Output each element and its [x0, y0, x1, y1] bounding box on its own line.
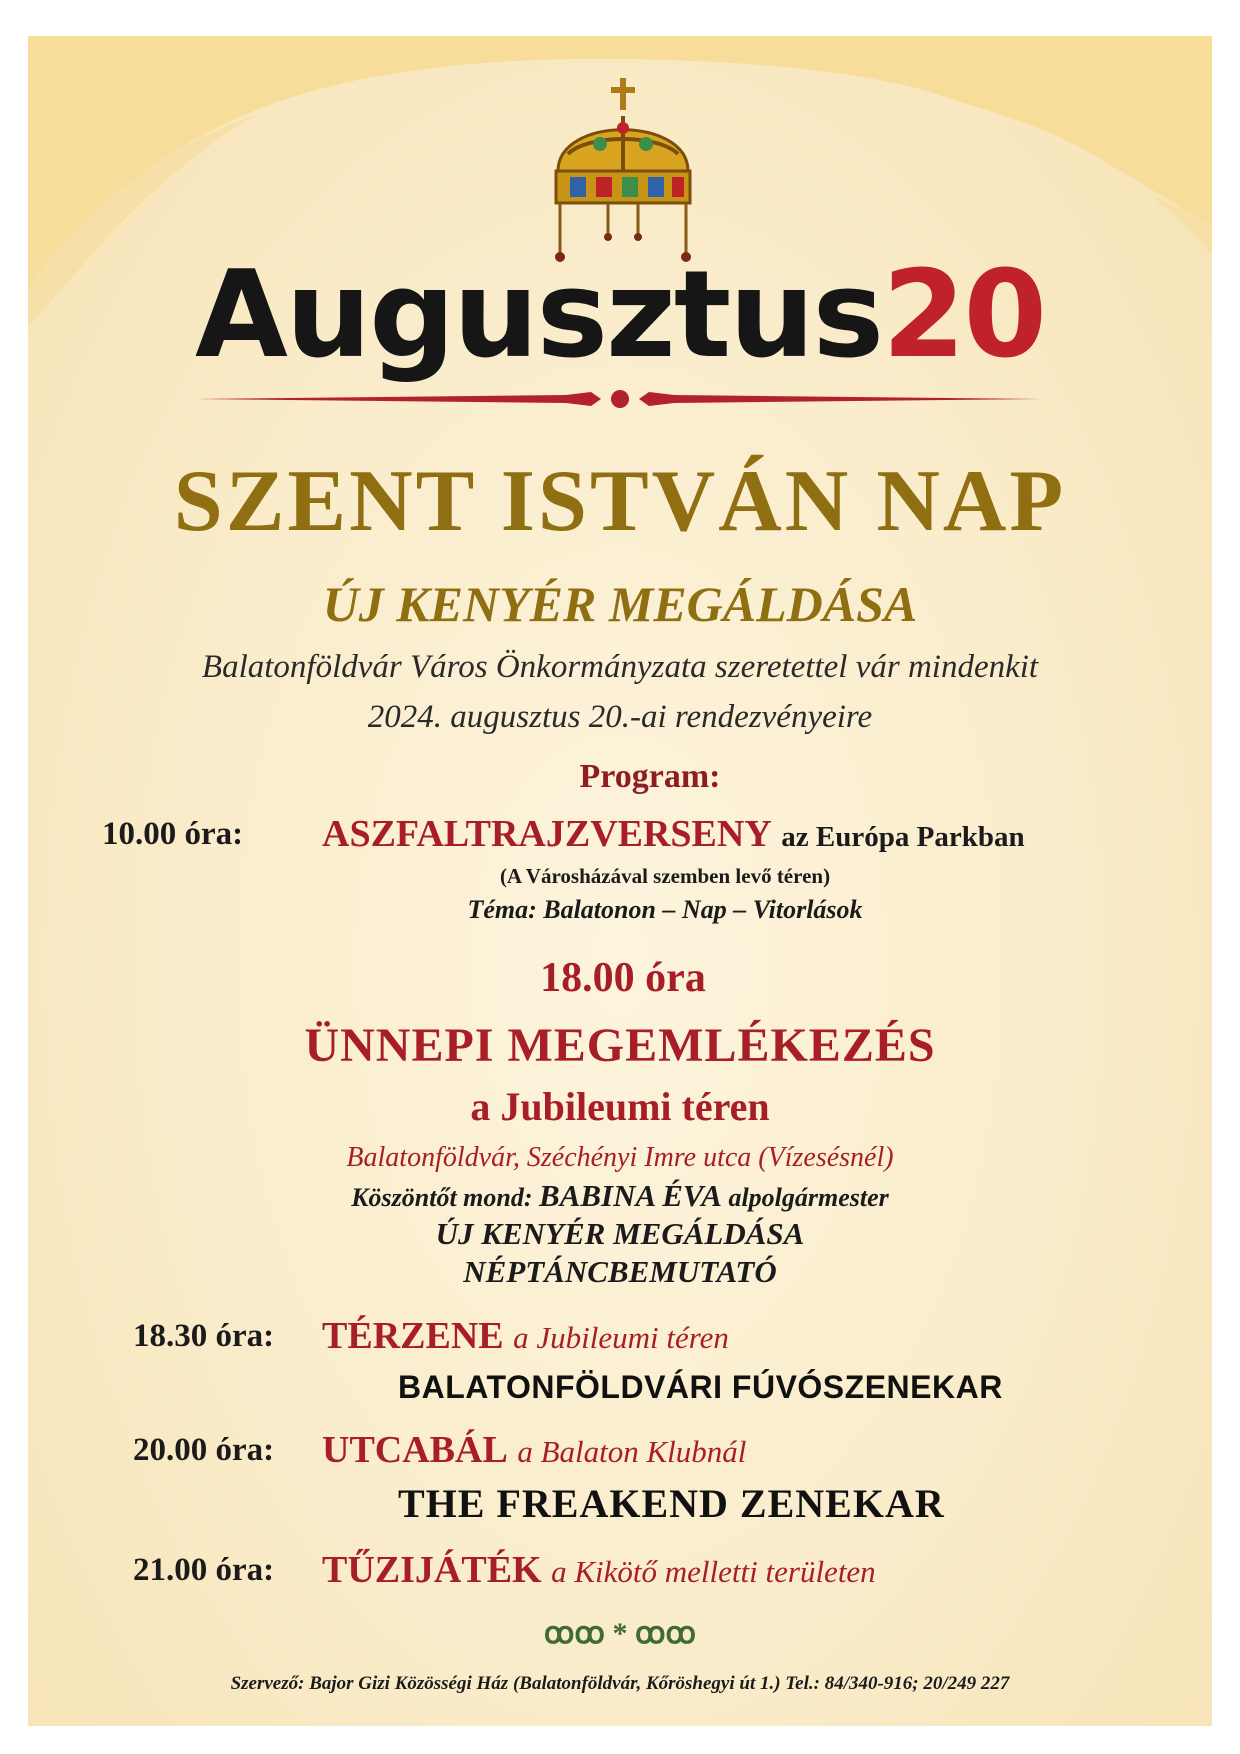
item2-address: Balatonföldvár, Széchényi Imre utca (Vízesésnél): [346, 1142, 894, 1173]
title-word: Augusztus: [194, 246, 883, 385]
item5-event: TŰZIJÁTÉK: [322, 1549, 542, 1591]
subheading-uj-kenyer: ÚJ KENYÉR MEGÁLDÁSA: [322, 576, 918, 632]
item4-performer: THE FREAKEND ZENEKAR: [398, 1481, 945, 1526]
item1-time: 10.00 óra:: [102, 816, 244, 852]
item4-line: [322, 1424, 746, 1478]
holy-crown-icon: [548, 76, 698, 266]
program-label: Program:: [579, 758, 721, 795]
item5-time: 21.00 óra:: [133, 1552, 275, 1588]
item3-time: 18.30 óra:: [133, 1318, 275, 1354]
main-title: [0, 246, 1240, 386]
footer-organizer: Szervező: Bajor Gizi Közösségi Ház (Balatonföldvár, Kőröshegyi út 1.) Tel.: 84/340-916; 20/249 227: [230, 1673, 1010, 1694]
item5-place: a Kikötő melletti területen: [551, 1554, 876, 1589]
greeting-prefix: Köszöntőt mond:: [351, 1183, 533, 1212]
item2-place: a Jubileumi téren: [470, 1084, 770, 1129]
greeting-name: BABINA ÉVA: [539, 1178, 722, 1213]
ornamental-divider: [196, 386, 1044, 412]
invite-line-1: Balatonföldvár Város Önkormányzata szeretettel vár mindenkit: [201, 649, 1039, 685]
item2-event: ÜNNEPI MEGEMLÉKEZÉS: [304, 1019, 936, 1072]
item1-theme: Téma: Balatonon – Nap – Vitorlások: [467, 895, 863, 924]
item2-line2: NÉPTÁNCBEMUTATÓ: [463, 1254, 777, 1289]
item1-note: (A Városházával szemben levő téren): [499, 864, 831, 888]
item4-place: a Balaton Klubnál: [517, 1434, 747, 1469]
item2-line1: ÚJ KENYÉR MEGÁLDÁSA: [435, 1216, 805, 1251]
item5-line: [322, 1544, 876, 1598]
item1-event: ASZFALTRAJZVERSENY: [322, 813, 772, 855]
item3-event: TÉRZENE: [322, 1315, 504, 1357]
item3-place: a Jubileumi téren: [513, 1320, 729, 1355]
item2-time: 18.00 óra: [540, 955, 706, 1001]
title-number: 20: [882, 246, 1046, 385]
greeting-role: alpolgármester: [728, 1183, 889, 1212]
heading-szent-istvan: SZENT ISTVÁN NAP: [173, 453, 1067, 550]
item3-line: [322, 1310, 729, 1364]
item4-time: 20.00 óra:: [133, 1432, 275, 1468]
invite-line-2: 2024. augusztus 20.-ai rendezvényeire: [367, 699, 873, 735]
ornament-divider-bottom: ꝏꝏ * ꝏꝏ: [543, 1617, 697, 1650]
item1-line: [322, 808, 1025, 863]
item3-performer: BALATONFÖLDVÁRI FÚVÓSZENEKAR: [398, 1369, 1003, 1405]
item4-event: UTCABÁL: [322, 1429, 508, 1471]
item1-place: az Európa Parkban: [781, 821, 1025, 853]
item2-greeting: [0, 1177, 1240, 1217]
